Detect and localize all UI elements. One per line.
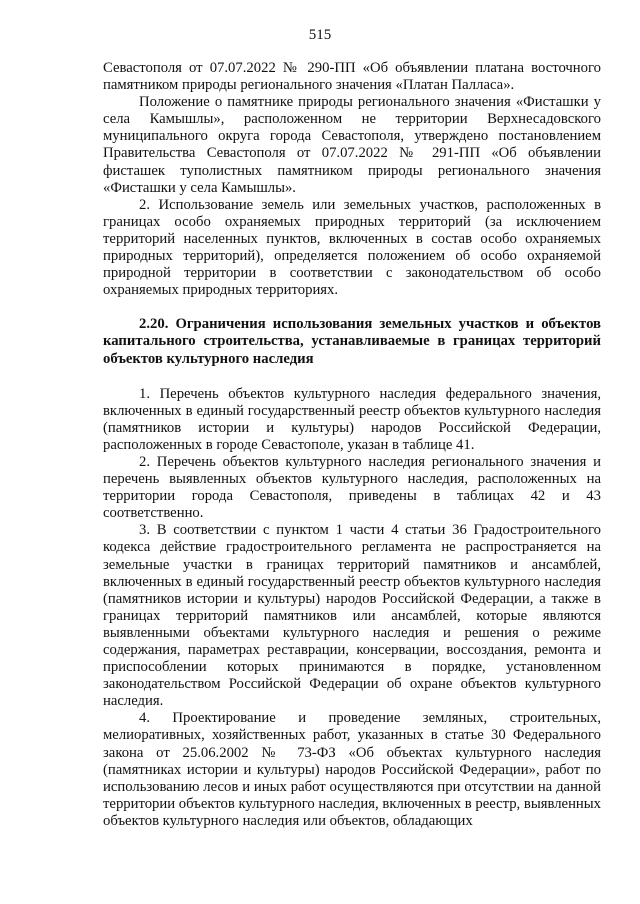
paragraph-land-use-protected: 2. Использование земель или земельных участков, расположенных в границах особо охраняемых природных территорий (за исключением территорий населенных пунктов, включенных в состав особо охраняемых природных территорий), определяется положением об особо охраняемой природной территории в соответствии с законодательством об особо охраняемых природных территориях. [103, 196, 601, 299]
paragraph-federal-heritage: 1. Перечень объектов культурного наследия федерального значения, включенных в единый государственный реестр объектов культурного наследия (памятников истории и культуры) народов Российской Федерации, расположенных в городе Севастополе, указан в таблице 41. [103, 385, 601, 453]
paragraph-urban-regulation: 3. В соответствии с пунктом 1 части 4 статьи 36 Градостроительного кодекса действие градостроительного регламента не распространяется на земельные участки в границах территорий памятников и ансамблей, включенных в единый государственный реестр объектов культурного наследия (памятников истории и культуры) народов Российской Федерации, а также в границах территорий памятников или ансамблей, которые являются выявленными объектами культурного наследия и решения о режиме содержания, параметрах реставрации, консервации, воссоздания, ремонта и приспособлении которых принимаются в порядке, установленном законодательством Российской Федерации об охране объектов культурного наследия. [103, 522, 601, 710]
document-body [103, 60, 601, 830]
paragraph-pistachio-monument: Положение о памятнике природы регионального значения «Фисташки у села Камышлы», расположенном не территории Верхнесадовского муниципального округа города Севастополя, утверждено постановлением Правительства Севастополя от 07.07.2022 № 291-ПП «Об объявлении фисташек туполистных памятником природы регионального значения «Фисташки у села Камышлы». [103, 94, 601, 196]
paragraph-regional-heritage: 2. Перечень объектов культурного наследия регионального значения и перечень выявленных объектов культурного наследия, расположенных на территории города Севастополя, приведены в таблицах 42 и 43 соответственно. [103, 453, 601, 522]
paragraph-continuation: Севастополя от 07.07.2022 № 290-ПП «Об объявлении платана восточного памятником природы регионального значения «Платан Палласа». [103, 60, 601, 94]
paragraph-earthworks: 4. Проектирование и проведение земляных, строительных, мелиоративных, хозяйственных работ, указанных в статье 30 Федерального закона от 25.06.2002 № 73-ФЗ «Об объектах культурного наследия (памятниках истории и культуры) народов Российской Федерации», работ по использованию лесов и иных работ осуществляются при отсутствии на данной территории объектов культурного наследия, включенных в реестр, выявленных объектов культурного наследия или объектов, обладающих [103, 710, 601, 829]
section-heading: 2.20. Ограничения использования земельных участков и объектов капитального строительства, устанавливаемые в границах территорий объектов культурного наследия [103, 316, 601, 367]
page-number: 515 [308, 27, 332, 43]
